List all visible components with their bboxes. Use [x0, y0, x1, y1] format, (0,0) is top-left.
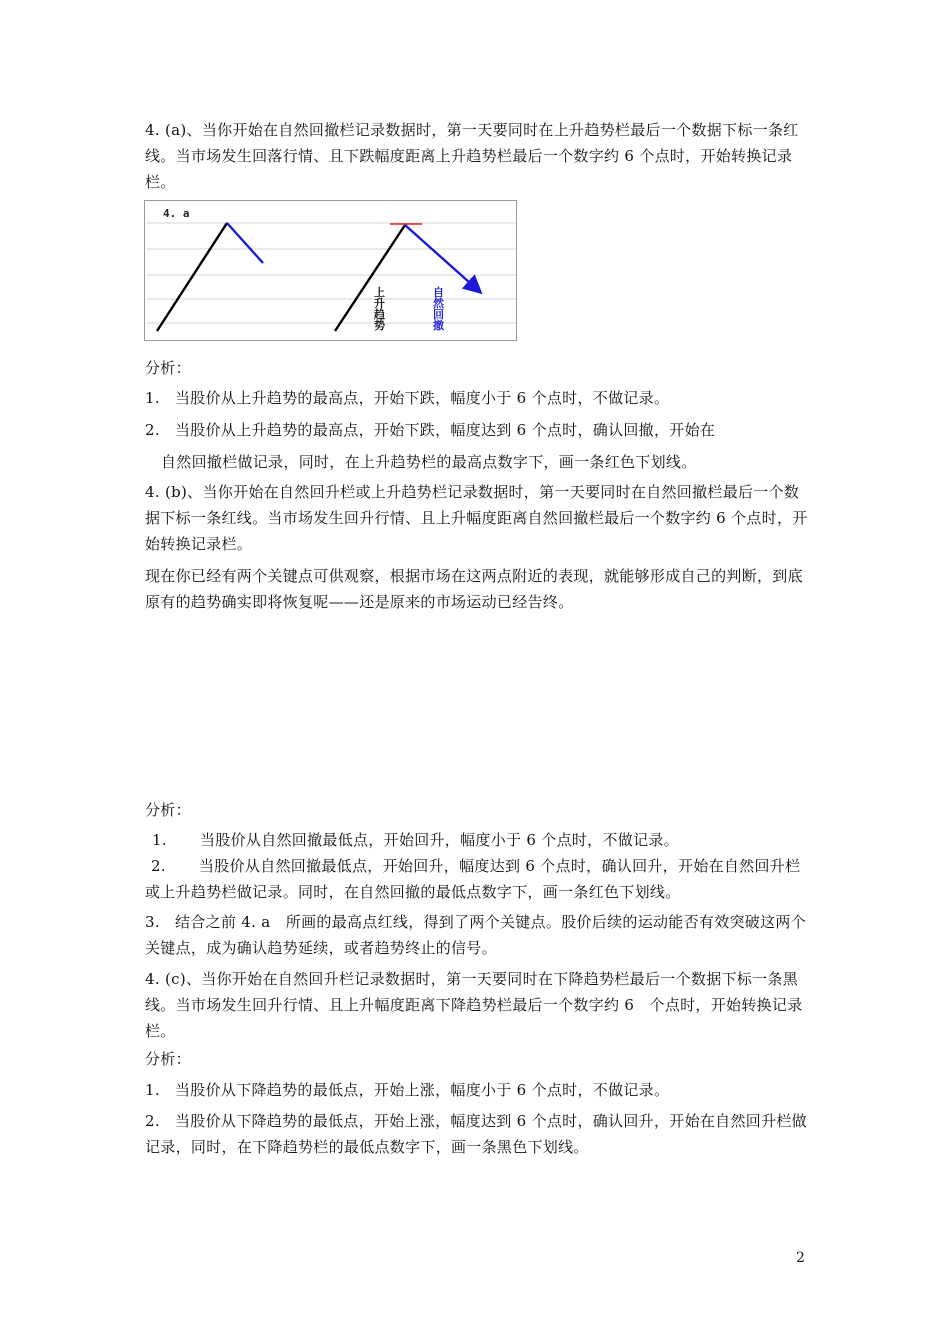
analysis-b-item-2: 2. 当股价从自然回撤最低点，开始回升，幅度达到 6 个点时，确认回升，开始在自然回升栏或上升趋势栏做记录。同时，在自然回撤的最低点数字下，画一条红色下划线。	[145, 857, 801, 901]
figure-gridlines	[147, 223, 516, 323]
retrace-label	[433, 285, 445, 332]
left-retrace-line	[227, 223, 263, 263]
figure-4a	[144, 200, 517, 341]
analysis-a-item-1: 1. 当股价从上升趋势的最高点，开始下跌，幅度小于 6 个点时，不做记录。	[145, 389, 670, 407]
section-b-intro: 4. (b)、当你开始在自然回升栏或上升趋势栏记录数据时，第一天要同时在自然回撤栏最后一个数据下标一条红线。当市场发生回升行情、且上升幅度距离自然回撤栏最后一个数字约 6 个点时，开始转换记录栏。	[145, 483, 808, 553]
section-c-intro: 4. (c)、当你开始在自然回升栏记录数据时，第一天要同时在下降趋势栏最后一个数据下标一条黑线。当市场发生回升行情、且上升幅度距离下降趋势栏最后一个数字约 6 个点时，开始转换记录栏。	[145, 970, 803, 1040]
figure-4a-diagram	[145, 201, 518, 342]
svg-text:然: 然	[433, 297, 444, 310]
svg-text:势: 势	[374, 319, 385, 332]
analysis-b-item-3: 3. 结合之前 4. a 所画的最高点红线，得到了两个关键点。股价后续的运动能否有效突破这两个关键点，成为确认趋势延续，或者趋势终止的信号。	[145, 913, 806, 957]
left-uptrend-line	[157, 223, 227, 331]
svg-text:趋: 趋	[374, 308, 385, 321]
analysis-title-c: 分析：	[145, 1050, 191, 1068]
right-uptrend-line	[335, 225, 405, 331]
analysis-c-item-2: 2. 当股价从下降趋势的最低点，开始上涨，幅度达到 6 个点时，确认回升，开始在自然回升栏做记录，同时，在下降趋势栏的最低点数字下，画一条黑色下划线。	[145, 1112, 807, 1156]
uptrend-label	[374, 285, 385, 332]
figure-label: 4. a	[163, 207, 190, 220]
svg-text:回: 回	[433, 308, 444, 321]
analysis-b-item-1: 1. 当股价从自然回撤最低点，开始回升，幅度小于 6 个点时，不做记录。	[152, 831, 679, 849]
svg-text:升: 升	[374, 297, 385, 310]
page-number: 2	[796, 1250, 805, 1266]
svg-text:上: 上	[374, 286, 385, 299]
analysis-title-a: 分析：	[145, 359, 191, 377]
right-retrace-arrow	[405, 225, 479, 291]
analysis-title-b: 分析：	[145, 801, 191, 819]
analysis-a-item-2: 2. 当股价从上升趋势的最高点，开始下跌，幅度达到 6 个点时，确认回撤，开始在	[145, 421, 716, 439]
analysis-c-item-1: 1. 当股价从下降趋势的最低点，开始上涨，幅度小于 6 个点时，不做记录。	[145, 1081, 670, 1099]
svg-text:撤: 撤	[433, 319, 444, 332]
svg-text:自: 自	[433, 286, 444, 299]
section-a-intro: 4. (a)、当你开始在自然回撤栏记录数据时，第一天要同时在上升趋势栏最后一个数据下标一条红线。当市场发生回落行情、且下跌幅度距离上升趋势栏最后一个数字约 6 个点时，开始转换记录栏。	[145, 121, 799, 191]
section-b-note: 现在你已经有两个关键点可供观察，根据市场在这两点附近的表现，就能够形成自己的判断，到底原有的趋势确实即将恢复呢——还是原来的市场运动已经告终。	[145, 567, 803, 611]
analysis-a-item-2-continued: 自然回撤栏做记录，同时，在上升趋势栏的最高点数字下，画一条红色下划线。	[161, 453, 697, 471]
